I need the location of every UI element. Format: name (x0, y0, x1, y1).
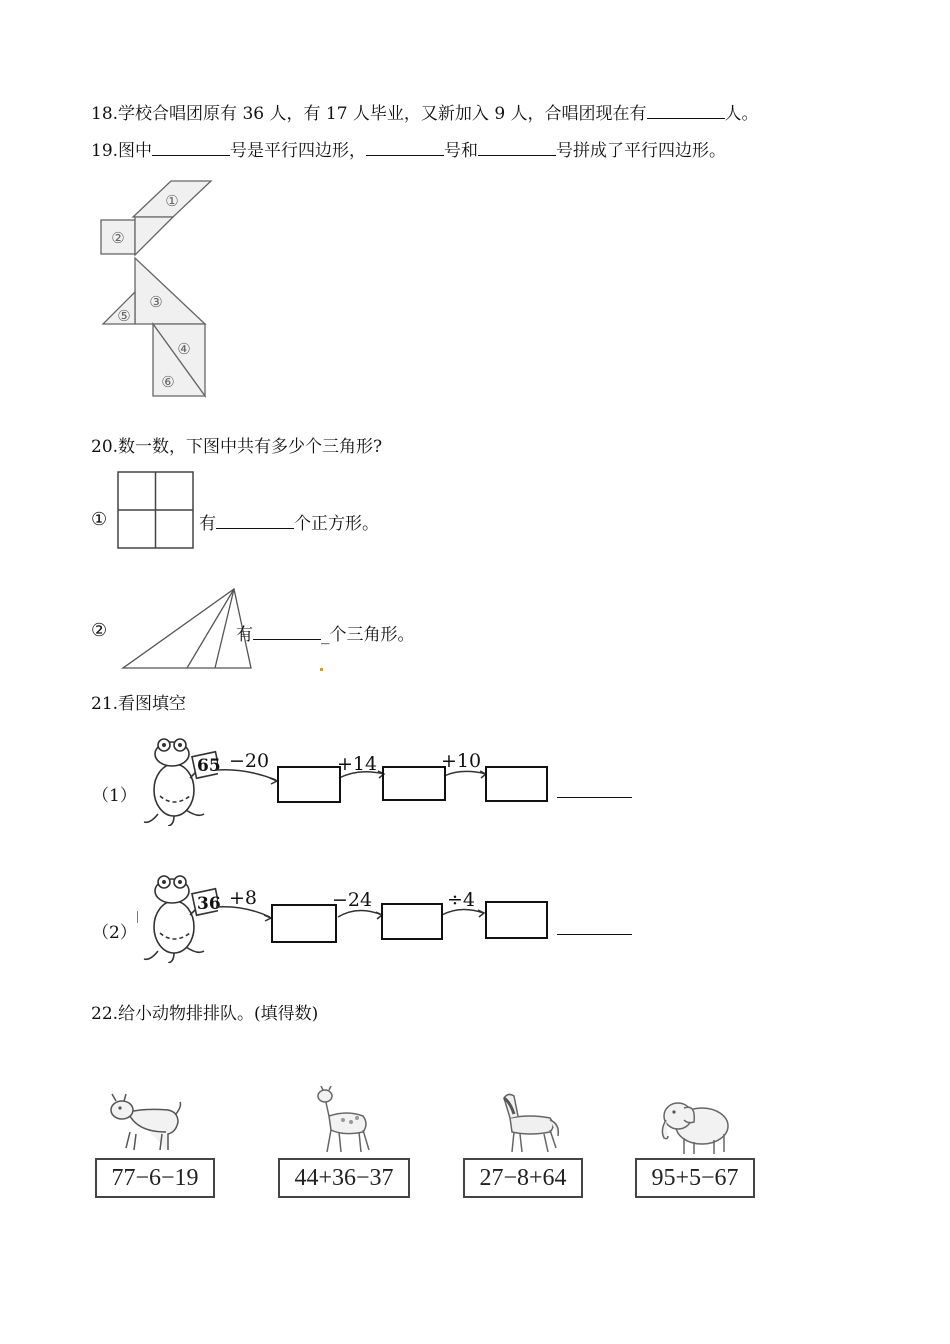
q18-answer-blank[interactable] (647, 101, 725, 119)
q22-title: 22.给小动物排排队。(填得数) (91, 1004, 319, 1024)
q21-row2-answer-line[interactable] (557, 934, 632, 935)
q19-blank-2[interactable] (366, 138, 444, 156)
elephant-expression: 95+5−67 (635, 1158, 755, 1198)
label-5: ⑤ (117, 307, 131, 325)
q20-triangles-figure (120, 586, 255, 672)
deer-icon (313, 1086, 375, 1156)
q20-title: 20.数一数，下图中共有多少个三角形? (91, 437, 383, 457)
label-1: ① (165, 192, 179, 210)
q21-row2-op-3: ÷4 (447, 889, 476, 911)
shape-3-triangle (135, 258, 205, 324)
q20-item1-marker: ① (91, 509, 108, 530)
q20-item1-prefix: 有 (199, 514, 216, 534)
q19-blank-1[interactable] (152, 138, 230, 156)
q21-row2-op-1: +8 (229, 887, 258, 909)
horse-icon (494, 1088, 564, 1156)
q20-item2-prefix: 有 (236, 625, 253, 645)
q21-row1-frog-icon (138, 738, 218, 826)
q20-item2-blank[interactable] (253, 622, 321, 640)
goat-expression: 77−6−19 (95, 1158, 215, 1198)
horse-expression: 27−8+64 (463, 1158, 583, 1198)
q19-part3: 号和 (444, 141, 479, 161)
stray-dot (320, 668, 323, 671)
q19-part2: 号是平行四边形， (230, 141, 367, 161)
q21-row1-start: 65 (197, 756, 221, 776)
q21-row1-box-1[interactable] (277, 766, 341, 803)
q20-item1-text (199, 509, 379, 534)
q21-row1-op-2: +14 (337, 753, 378, 775)
label-4: ④ (177, 340, 191, 358)
q20-item2-suffix: _个三角形。 (321, 625, 415, 645)
q21-row2-op-2: −24 (332, 889, 373, 911)
q18-text: 18.学校合唱团原有 36 人，有 17 人毕业，又新加入 9 人，合唱团现在有 (91, 104, 647, 124)
q21-title: 21.看图填空 (91, 694, 187, 714)
q21-row1-op-1: −20 (229, 750, 270, 772)
deer-expression: 44+36−37 (278, 1158, 410, 1198)
q19-part4: 号拼成了平行四边形。 (556, 141, 727, 161)
q20-item1-blank[interactable] (216, 511, 294, 529)
q20-item2-marker: ② (91, 620, 108, 641)
q21-row2-box-2[interactable] (381, 903, 443, 940)
q21-row2-start: 36 (197, 894, 221, 914)
q21-row1-answer-line[interactable] (557, 797, 632, 798)
elephant-icon (654, 1092, 734, 1156)
q20-item1-suffix: 个正方形。 (294, 514, 379, 534)
shape-connector-triangle (135, 217, 173, 255)
question-18 (91, 101, 759, 125)
q21-row2-box-1[interactable] (271, 904, 337, 943)
q20-item2-text (236, 620, 415, 645)
q20-squares-figure (117, 471, 195, 551)
q19-tangram-figure (98, 178, 218, 403)
q21-row1-label: （1） (92, 786, 137, 806)
q21-row1-op-3: +10 (441, 750, 482, 772)
q21-row2-label: （2） (92, 923, 137, 943)
goat-icon (106, 1092, 186, 1154)
q19-part1: 19.图中 (91, 141, 153, 161)
question-19 (91, 138, 726, 162)
label-3: ③ (149, 293, 163, 311)
q19-blank-3[interactable] (478, 138, 556, 156)
q21-row1-box-3[interactable] (485, 766, 548, 802)
label-6: ⑥ (161, 373, 175, 391)
q21-row1-box-2[interactable] (382, 766, 446, 801)
q21-row2-frog-icon (138, 875, 218, 963)
q21-row2-box-3[interactable] (485, 901, 548, 939)
label-2: ② (111, 229, 125, 247)
q18-suffix: 人。 (724, 104, 759, 124)
